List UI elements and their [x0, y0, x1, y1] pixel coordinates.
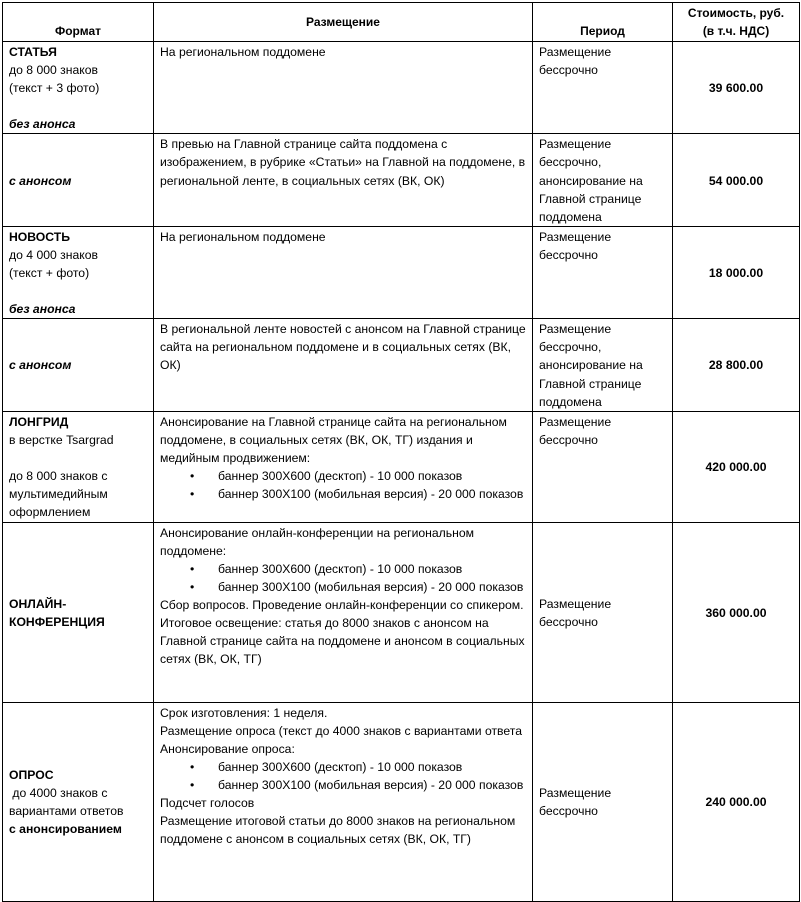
price-cell: 39 600.00 [673, 42, 800, 134]
placement-bullets [160, 560, 526, 596]
bullet-item: • баннер 300Х600 (десктоп) - 10 000 показов [218, 758, 526, 776]
bullet-item: • баннер 300Х600 (десктоп) - 10 000 показов [218, 467, 526, 485]
bullet-item: • баннер 300Х600 (десктоп) - 10 000 показов [218, 560, 526, 578]
header-placement: Размещение [154, 3, 533, 42]
period-cell: Размещение бессрочно [533, 42, 673, 134]
placement-intro: Анонсирование онлайн-конференции на региональном поддомене: [160, 525, 475, 558]
period-cell: Размещение бессрочно [533, 411, 673, 522]
bullet-item: • баннер 300Х100 (мобильная версия) - 20 000 показов [218, 776, 526, 794]
bullet-item: • баннер 300Х100 (мобильная версия) - 20 000 показов [218, 578, 526, 596]
placement-text: Анонсирование опроса: [160, 741, 295, 756]
placement-text: Размещение опроса (текст до 4000 знаков с вариантами ответа [160, 723, 522, 738]
format-line: (текст + фото) [9, 266, 90, 281]
format-line: в верстке Tsargrad [9, 432, 114, 447]
format-line: до 8 000 знаков с мультимедийным оформлением [9, 468, 108, 520]
format-variant: без анонса [9, 302, 76, 317]
header-period: Период [533, 3, 673, 42]
format-cell [3, 319, 154, 411]
format-line: до 8 000 знаков [9, 63, 98, 78]
format-bold-tail: с анонсированием [9, 822, 122, 837]
header-cost-line2: (в т.ч. НДС) [702, 24, 770, 38]
format-line: до 4000 знаков с вариантами ответов [9, 786, 124, 819]
price-cell: 18 000.00 [673, 226, 800, 318]
header-cost-line1: Стоимость, руб. [687, 6, 785, 20]
format-title: ОПРОС [9, 768, 54, 782]
table-row [3, 522, 800, 702]
placement-intro: Анонсирование на Главной странице сайта на региональном поддомене, в социальных сетях (ВК, ОК, ТГ) издания и медийным продвижением: [160, 414, 507, 465]
placement-cell: На региональном поддомене [154, 42, 533, 134]
format-cell [3, 702, 154, 901]
period-cell: Размещение бессрочно, анонсирование на Главной странице поддомена [533, 134, 673, 226]
placement-cell: На региональном поддомене [154, 226, 533, 318]
format-title: СТАТЬЯ [9, 45, 57, 59]
price-cell: 420 000.00 [673, 411, 800, 522]
table-row [3, 319, 800, 411]
price-table [2, 2, 800, 902]
format-line: до 4 000 знаков [9, 247, 98, 262]
table-row [3, 702, 800, 901]
price-cell: 54 000.00 [673, 134, 800, 226]
price-cell: 28 800.00 [673, 319, 800, 411]
period-cell: Размещение бессрочно [533, 226, 673, 318]
placement-cell: В региональной ленте новостей с анонсом на Главной странице сайта на региональном поддомене и в социальных сетях (ВК, ОК) [154, 319, 533, 411]
format-line: (текст + 3 фото) [9, 81, 100, 96]
format-title: ОНЛАЙН-КОНФЕРЕНЦИЯ [9, 596, 105, 629]
format-cell [3, 42, 154, 134]
header-format: Формат [3, 3, 154, 42]
format-cell [3, 411, 154, 522]
period-cell: Размещение бессрочно, анонсирование на Главной странице поддомена [533, 319, 673, 411]
price-cell: 360 000.00 [673, 522, 800, 702]
table-row [3, 226, 800, 318]
placement-text: Сбор вопросов. Проведение онлайн-конференции со спикером. [160, 598, 524, 613]
format-variant: без анонса [9, 117, 76, 132]
period-cell: Размещение бессрочно [533, 702, 673, 901]
format-cell [3, 134, 154, 226]
format-title: ЛОНГРИД [9, 414, 69, 429]
table-row [3, 411, 800, 522]
placement-cell [154, 411, 533, 522]
format-cell [3, 226, 154, 318]
placement-text: Размещение итоговой статьи до 8000 знаков на региональном поддомене с анонсом в социальных сетях (ВК, ОК, ТГ) [160, 814, 516, 847]
table-row [3, 42, 800, 134]
price-cell: 240 000.00 [673, 702, 800, 901]
placement-text: Итоговое освещение: статья до 8000 знаков с анонсом на Главной странице сайта на поддомене и анонсом в социальных сетях (ВК, ОК, ТГ) [160, 616, 525, 667]
format-variant: с анонсом [9, 173, 72, 188]
placement-bullets [160, 467, 526, 503]
table-header-row [3, 3, 800, 42]
placement-text: Срок изготовления: 1 неделя. [160, 705, 328, 720]
header-cost [673, 3, 800, 42]
format-variant: с анонсом [9, 358, 72, 373]
bullet-item: • баннер 300Х100 (мобильная версия) - 20 000 показов [218, 485, 526, 503]
placement-cell: В превью на Главной странице сайта поддомена с изображением, в рубрике «Статьи» на Главной на поддомене, в региональной ленте, в социальных сетях (ВК, ОК) [154, 134, 533, 226]
placement-cell [154, 702, 533, 901]
format-title: НОВОСТЬ [9, 229, 70, 244]
placement-bullets [160, 758, 526, 794]
period-cell: Размещение бессрочно [533, 522, 673, 702]
placement-text: Подсчет голосов [160, 796, 255, 811]
format-cell [3, 522, 154, 702]
placement-cell [154, 522, 533, 702]
table-row [3, 134, 800, 226]
